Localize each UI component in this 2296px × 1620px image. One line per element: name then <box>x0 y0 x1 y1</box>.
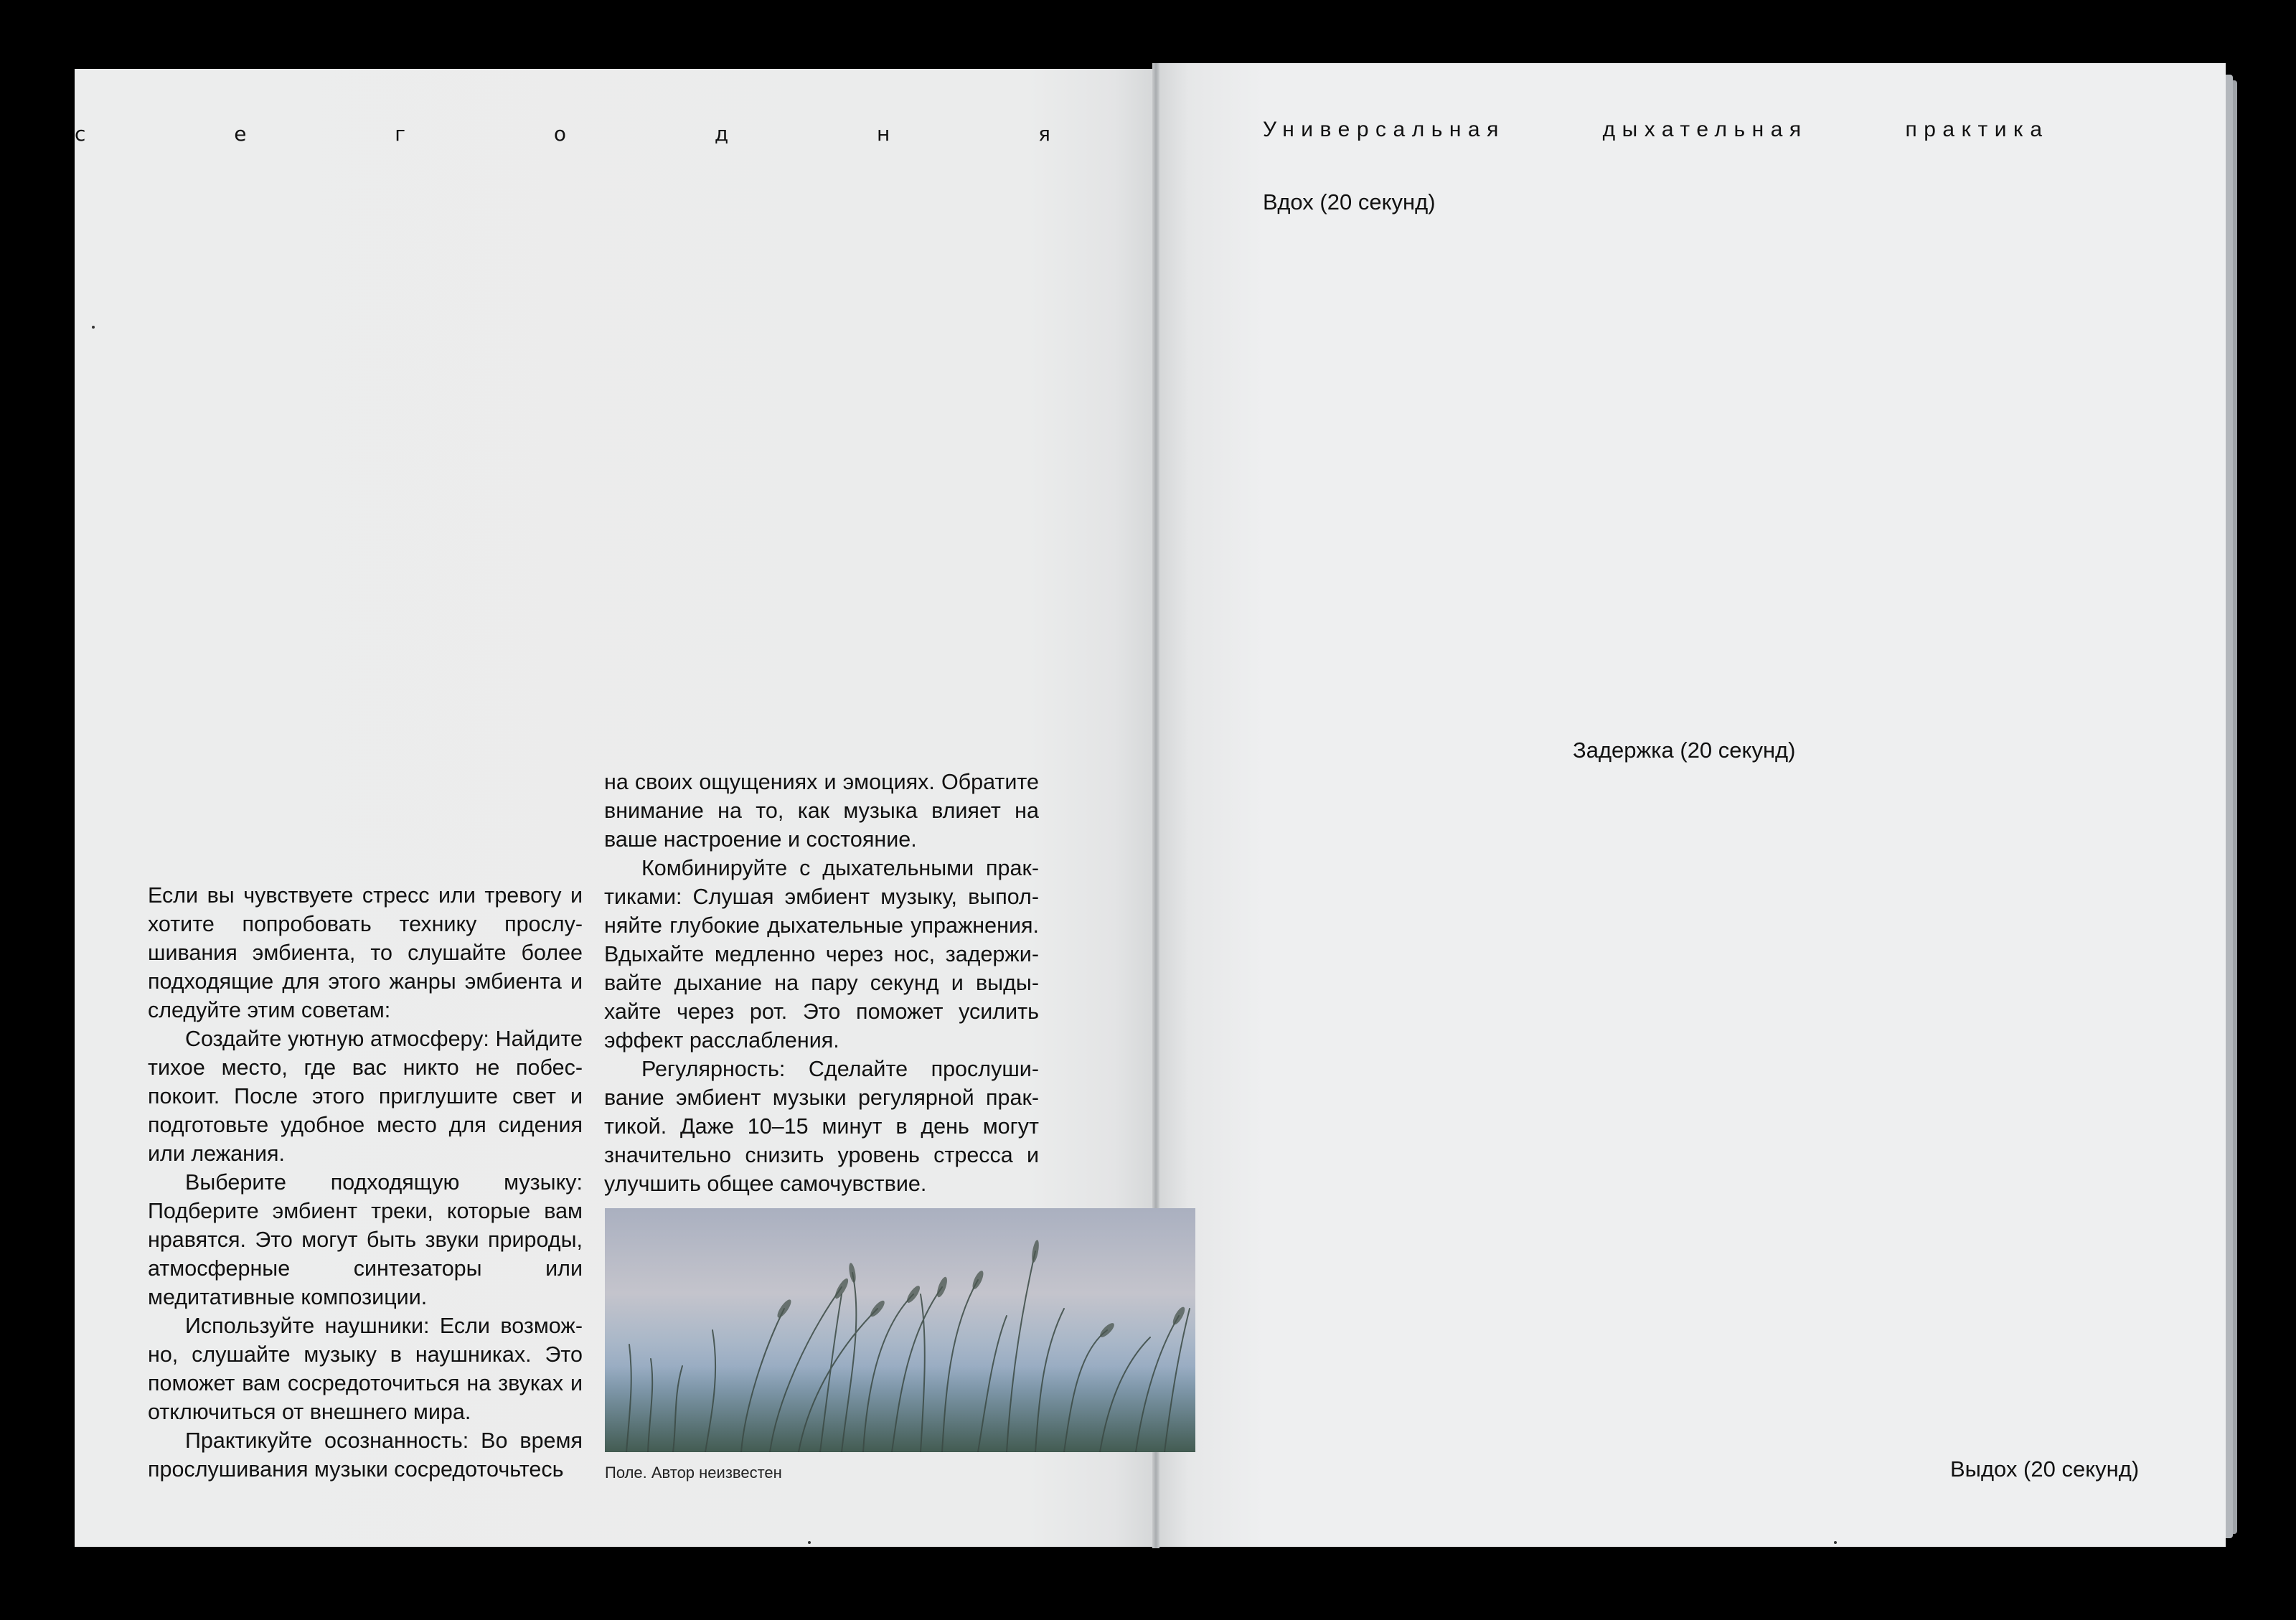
paragraph: Используйте наушники: Если возможно, слушайте музыку в наушниках. Это поможет вам сосредоточиться на звуках и отключиться от внешнего мира. <box>148 1314 583 1424</box>
paragraph: Комбинируйте с дыхательными практиками: Слушая эмбиент музыку, выполняйте глубокие дыхательные упражнения. Вдыхайте медленно через нос, задерживайте дыхание на пару секунд и выдыхайте через рот. Это поможет усилить эффект расслабления. <box>604 856 1039 1052</box>
left-running-header <box>75 122 1050 146</box>
paragraph: Если вы чувствуете стресс или тревогу и хотите попробовать технику прослушивания эмбиента, то слушайте более подходящие для этого жанры эмбиента и следуйте этим советам: <box>148 883 583 1022</box>
text-column-left <box>148 881 583 1484</box>
header-letter: о <box>553 122 566 146</box>
hold-label: Задержка (20 секунд) <box>1573 738 1796 763</box>
paragraph: на своих ощущениях и эмоциях. Обратите внимание на то, как музыка влияет на ваше настроение и состояние. <box>604 770 1039 852</box>
header-letter: г <box>395 122 406 146</box>
paragraph: Практикуйте осознанность: Во время прослушивания музыки сосредоточьтесь <box>148 1428 583 1482</box>
paragraph: Регулярность: Сделайте прослушивание эмбиент музыки регулярной практикой. Даже 10–15 минут в день могут значительно снизить уровень стресса и улучшить общее самочувствие. <box>604 1057 1039 1196</box>
header-letter: с <box>75 122 86 146</box>
paragraph: Выберите подходящую музыку: Подберите эмбиент треки, которые вам нравятся. Это могут быть звуки природы, атмосферные синтезаторы или медитативные композиции. <box>148 1170 583 1309</box>
speck <box>808 1541 811 1544</box>
header-letter: д <box>714 122 729 146</box>
field-grass-photo <box>605 1208 1195 1452</box>
speck <box>92 326 95 329</box>
photo-caption: Поле. Автор неизвестен <box>605 1464 782 1482</box>
inhale-label: Вдох (20 секунд) <box>1263 189 1436 215</box>
text-column-right <box>604 768 1039 1198</box>
header-letter: я <box>1038 122 1050 146</box>
header-letter: е <box>234 122 247 146</box>
exhale-label: Выдох (20 секунд) <box>1950 1456 2140 1482</box>
speck <box>1834 1541 1837 1544</box>
header-letter: н <box>877 122 890 146</box>
right-running-header: Универсальная дыхательная практика <box>1263 118 2049 141</box>
right-page <box>1157 63 2226 1547</box>
paragraph: Создайте уютную атмосферу: Найдите тихое место, где вас никто не побеспокоит. После этого приглушите свет и подготовьте удобное место для сидения или лежания. <box>148 1027 583 1166</box>
